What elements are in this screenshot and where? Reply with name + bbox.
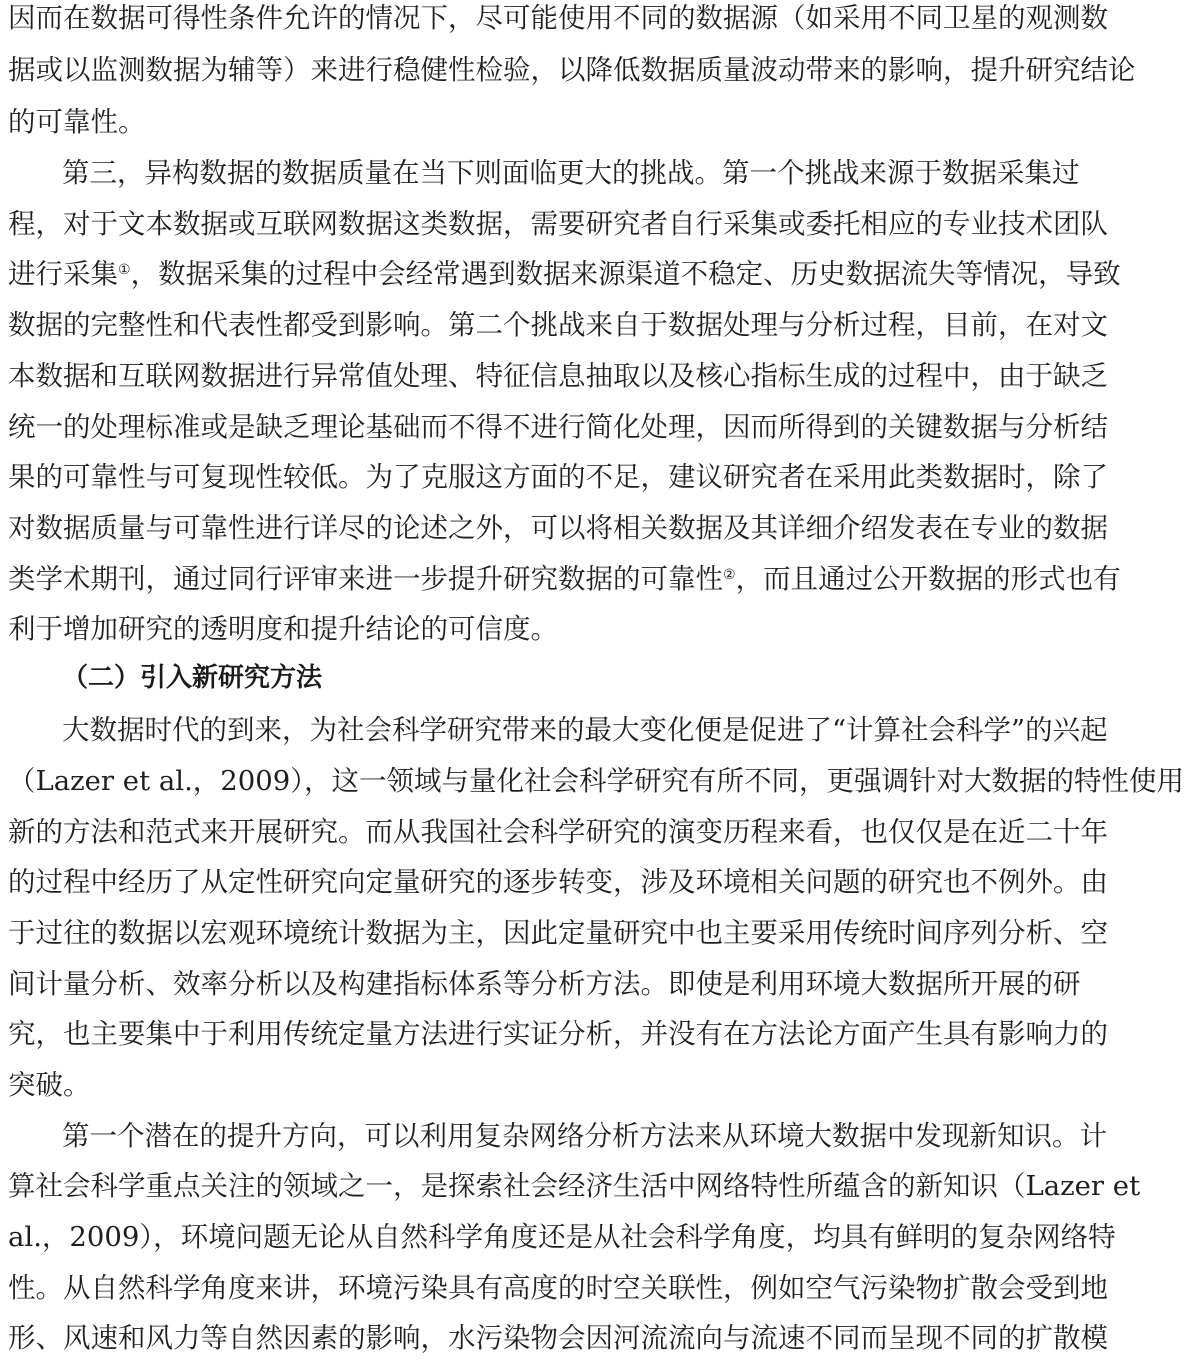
text-line: （Lazer et al.，2009），这一领域与量化社会科学研究有所不同，更强调针对大数据的特性使用: [8, 765, 1184, 797]
text-line: 大数据时代的到来，为社会科学研究带来的最大变化便是促进了“计算社会科学”的兴起: [62, 714, 1108, 746]
text-line: 形、风速和风力等自然因素的影响，水污染物会因河流流向与流速不同而呈现不同的扩散模: [8, 1322, 1108, 1354]
text-line: 第三，异构数据的数据质量在当下则面临更大的挑战。第一个挑战来源于数据采集过: [62, 157, 1080, 189]
section-heading: （二）引入新研究方法: [62, 663, 323, 693]
text-line: 进行采集①，数据采集的过程中会经常遇到数据来源渠道不稳定、历史数据流失等情况，导致: [8, 258, 1121, 290]
text-line: 第一个潜在的提升方向，可以利用复杂网络分析方法来从环境大数据中发现新知识。计: [62, 1120, 1107, 1152]
text-line: 本数据和互联网数据进行异常值处理、特征信息抽取以及核心指标生成的过程中，由于缺乏: [8, 360, 1108, 392]
text-line: 的过程中经历了从定性研究向定量研究的逐步转变，涉及环境相关问题的研究也不例外。由: [8, 866, 1108, 898]
text-line: 类学术期刊，通过同行评审来进一步提升研究数据的可靠性②，而且通过公开数据的形式也有: [8, 563, 1121, 595]
text-line: 果的可靠性与可复现性较低。为了克服这方面的不足，建议研究者在采用此类数据时，除了: [8, 461, 1108, 493]
text-line: 间计量分析、效率分析以及构建指标体系等分析方法。即使是利用环境大数据所开展的研: [8, 968, 1081, 1000]
text-line: 究，也主要集中于利用传统定量方法进行实证分析，并没有在方法论方面产生具有影响力的: [8, 1018, 1108, 1050]
text-line: 数据的完整性和代表性都受到影响。第二个挑战来自于数据处理与分析过程，目前，在对文: [8, 309, 1108, 341]
text-line: 新的方法和范式来开展研究。而从我国社会科学研究的演变历程来看，也仅仅是在近二十年: [8, 816, 1108, 848]
text-line: 于过往的数据以宏观环境统计数据为主，因此定量研究中也主要采用传统时间序列分析、空: [8, 917, 1108, 949]
text-line: 算社会科学重点关注的领域之一，是探索社会经济生活中网络特性所蕴含的新知识（Lazer et: [8, 1170, 1141, 1202]
text-line: al.，2009），环境问题无论从自然科学角度还是从社会科学角度，均具有鲜明的复杂网络特: [8, 1221, 1116, 1253]
footnote-marker: ①: [118, 262, 131, 278]
text-line: 因而在数据可得性条件允许的情况下，尽可能使用不同的数据源（如采用不同卫星的观测数: [8, 2, 1108, 34]
text-line: 利于增加研究的透明度和提升结论的可信度。: [8, 613, 558, 645]
text-line: 统一的处理标准或是缺乏理论基础而不得不进行简化处理，因而所得到的关键数据与分析结: [8, 411, 1108, 443]
text-line: 突破。: [8, 1069, 91, 1101]
text-line: 据或以监测数据为辅等）来进行稳健性检验，以降低数据质量波动带来的影响，提升研究结论: [8, 54, 1136, 86]
text-line: 的可靠性。: [8, 106, 146, 138]
text-line: 性。从自然科学角度来讲，环境污染具有高度的时空关联性，例如空气污染物扩散会受到地: [8, 1272, 1108, 1304]
text-line: 对数据质量与可靠性进行详尽的论述之外，可以将相关数据及其详细介绍发表在专业的数据: [8, 512, 1108, 544]
text-line: 程，对于文本数据或互联网数据这类数据，需要研究者自行采集或委托相应的专业技术团队: [8, 208, 1108, 240]
footnote-marker: ②: [723, 567, 736, 583]
